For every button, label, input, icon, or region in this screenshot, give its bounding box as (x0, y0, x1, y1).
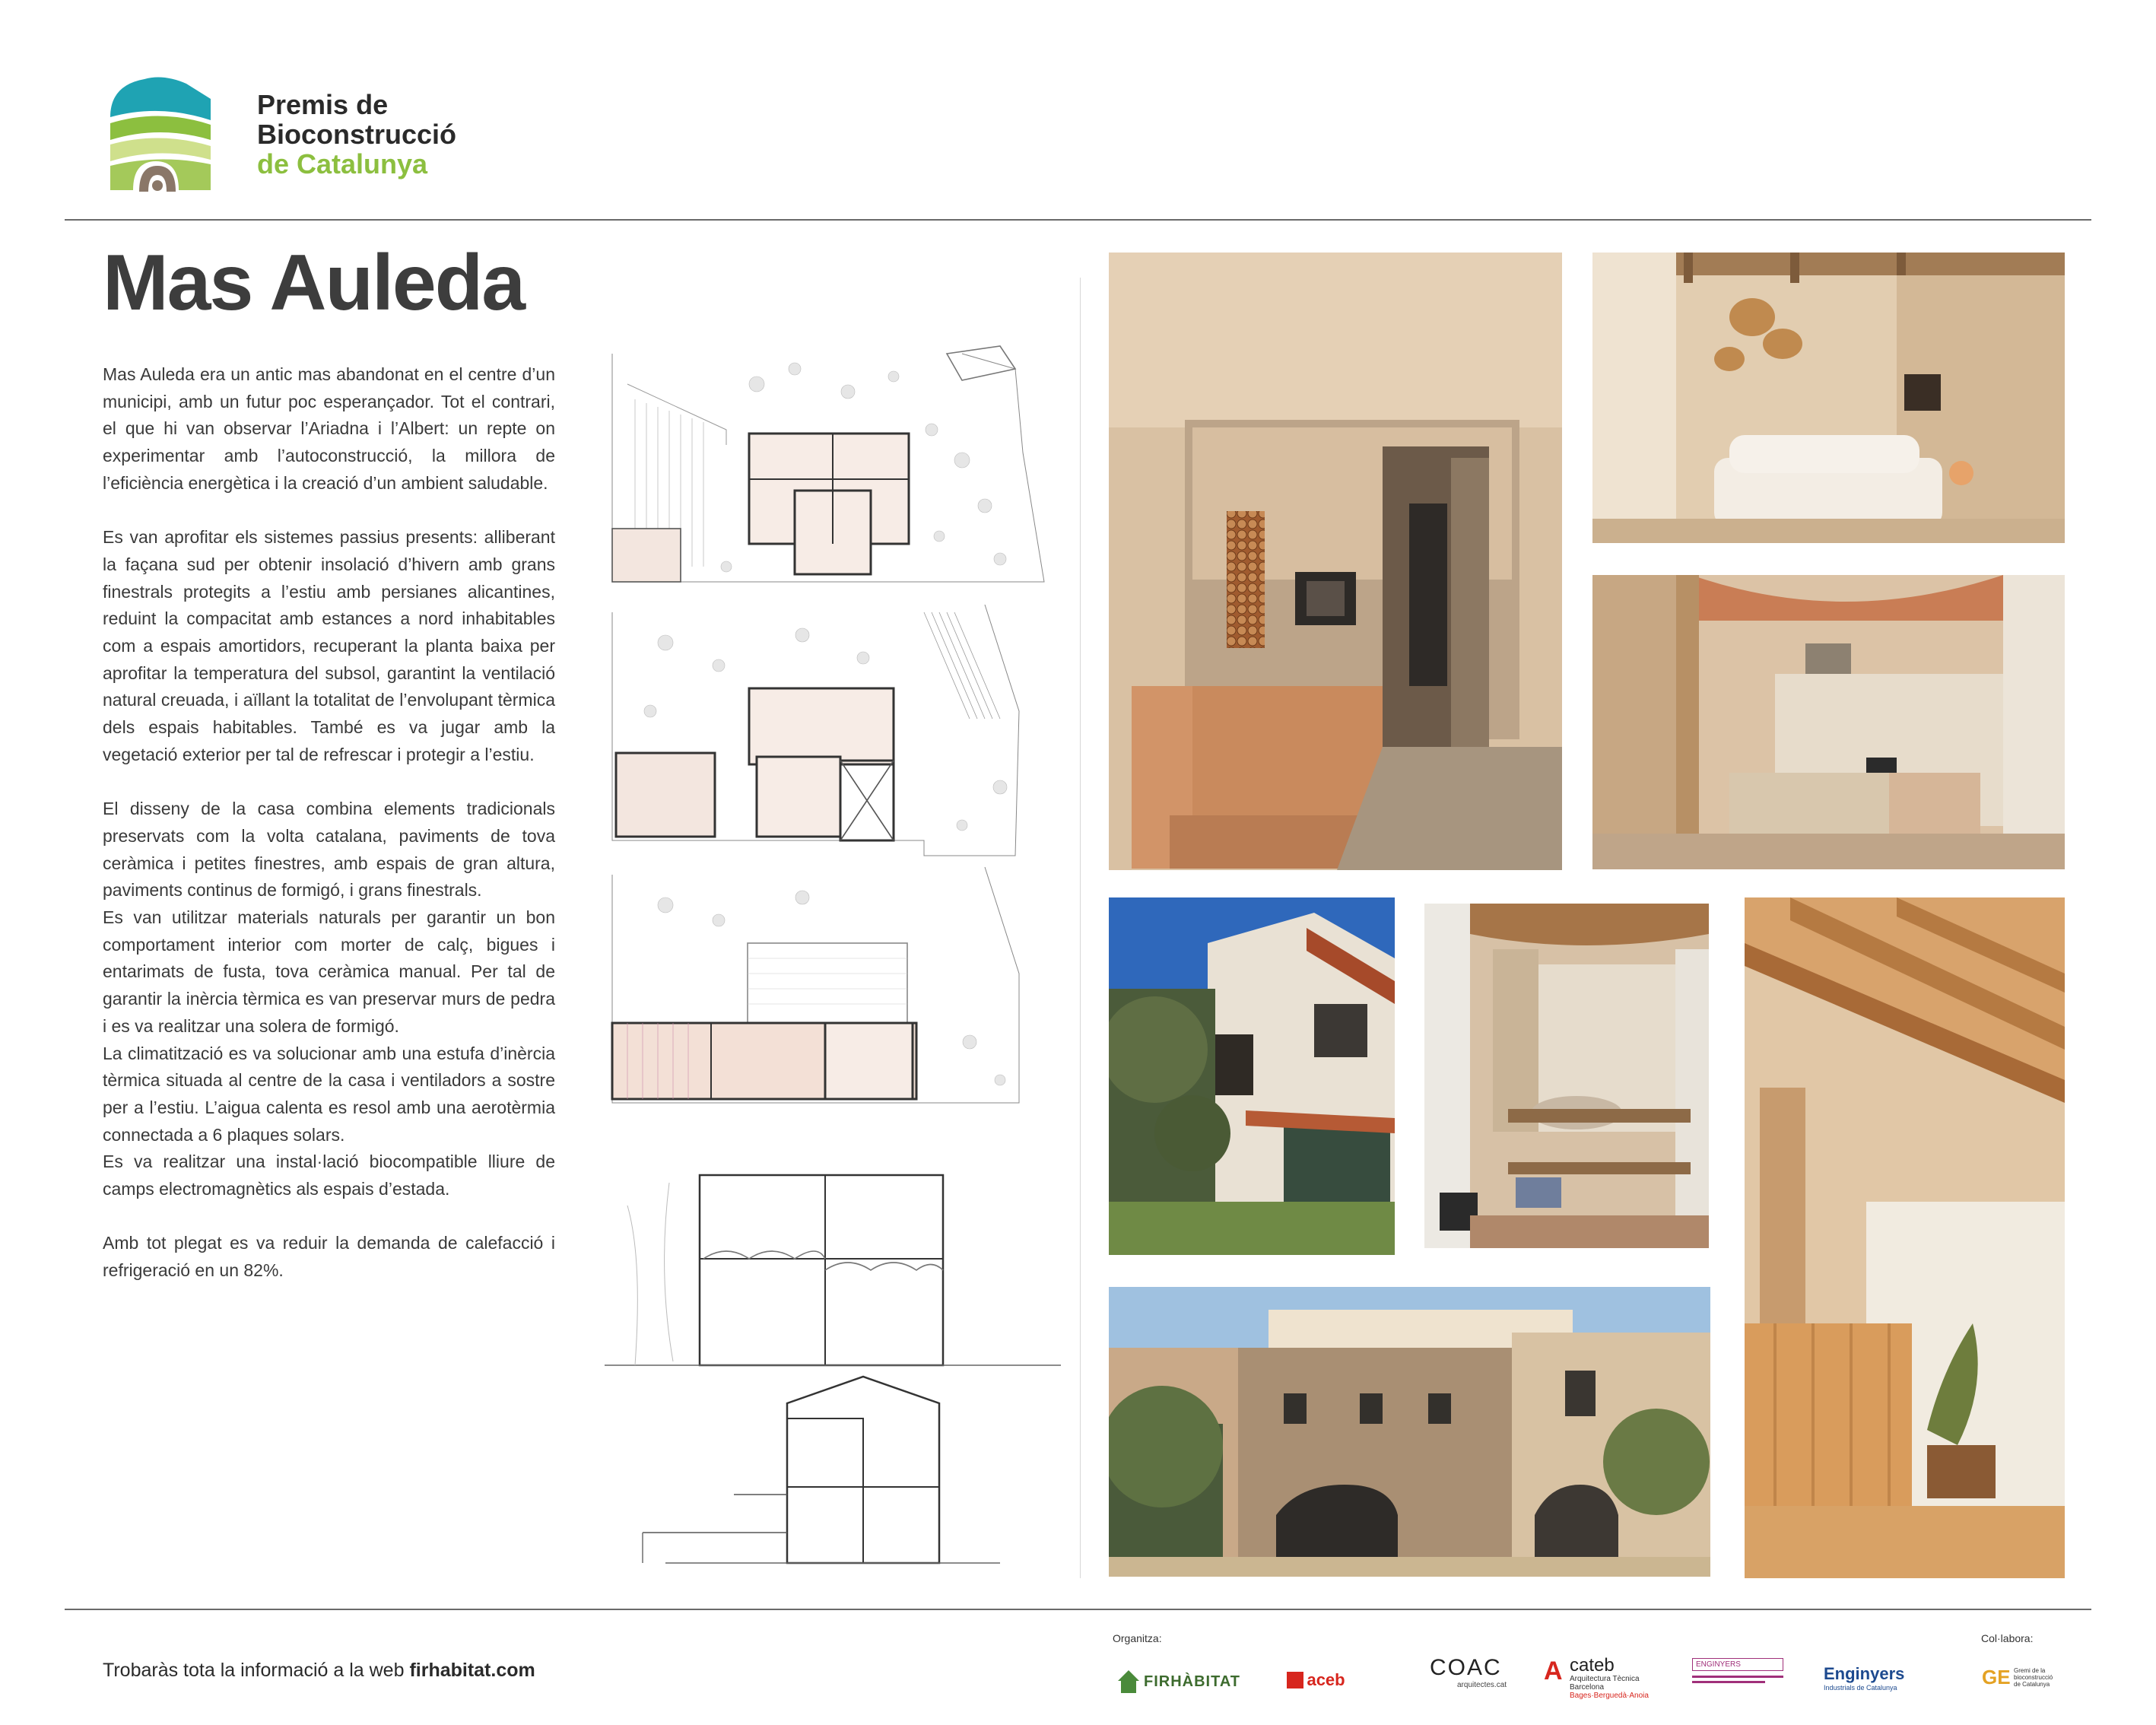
building-section-2 (643, 1377, 1000, 1563)
photo-kitchen (1592, 575, 2065, 869)
aceb-mark (1287, 1672, 1303, 1688)
page-title: Mas Auleda (103, 239, 525, 327)
sponsor-enginyers-label: ENGINYERS (1692, 1658, 1783, 1671)
sponsor-aceb-label: aceb (1307, 1670, 1345, 1689)
sponsor-coac (1430, 1655, 1507, 1689)
sponsor-gremi-label: GE (1982, 1666, 2011, 1688)
photo-interior-stove (1109, 253, 1562, 870)
photo-attic (1745, 897, 2065, 1578)
photo-living-room (1592, 253, 2065, 543)
paragraph-7: Amb tot plegat es va reduir la demanda de calefacció i refrigeració en un 82%. (103, 1233, 555, 1281)
paragraph-3: El disseny de la casa combina elements tradicionals preservats com la volta catalana, paviments de tova ceràmica i petites finestres, amb espais de gran altura, paviments continus de formigó, i grans finestrals. (103, 799, 555, 901)
brand-logo (103, 70, 217, 195)
sponsor-gremi (1982, 1666, 2059, 1689)
sponsor-enginyers-ind (1824, 1664, 1904, 1692)
paragraph-5: La climatització es va solucionar amb una estufa d’inèrcia tèrmica situada al centre de la casa i ventiladors a sostre per a l’estiu. L’aigua calenta es resol amb una aerotèrmia connectada a 6 plaques solars. (103, 1043, 555, 1145)
project-description (103, 361, 555, 1312)
sponsor-coac-sub: arquitectes.cat (1457, 1681, 1507, 1689)
sponsor-cateb (1544, 1657, 1649, 1700)
sponsor-enginyers-ind-label: Enginyers (1824, 1664, 1905, 1683)
sponsor-enginyers-col (1692, 1658, 1783, 1696)
paragraph-4: Es van utilitzar materials naturals per garantir un bon comportament interior com morter de calç, bigues i entarimats de fusta, tova ceràmica manual. Per tal de garantir la inèrcia tèrmica es van preservar murs de pedra i es va realitzar una solera de formigó. (103, 907, 555, 1036)
collabora-label: Col·labora: (1981, 1632, 2034, 1644)
floor-plan-upper (612, 346, 1044, 582)
brand-line-2: Bioconstrucció (257, 119, 457, 150)
sponsor-firhabitat (1116, 1666, 1249, 1696)
building-section-1 (605, 1175, 1061, 1365)
floor-plan-ground (612, 867, 1019, 1103)
cateb-sub-1: Arquitectura Tècnica (1570, 1675, 1640, 1683)
photo-bathroom (1424, 904, 1709, 1248)
gremi-sub: Gremi de la bioconstrucció de Catalunya (2014, 1667, 2053, 1688)
column-divider (1080, 278, 1081, 1578)
brand-name (257, 90, 456, 179)
photo-facade-side (1109, 897, 1395, 1255)
header-rule (65, 219, 2091, 221)
paragraph-1: Mas Auleda era un antic mas abandonat en el centre d’un municipi, amb un futur poc esperançador. Tot el contrari, el que hi van observar l’Ariadna i l’Albert: un repte on experimentar amb l’autoconstrucció, la millora de l’eficiència energètica i la creació d’un ambient saludable. (103, 364, 555, 493)
architectural-drawings (605, 338, 1061, 1574)
photo-facade-main (1109, 1287, 1710, 1577)
paragraph-6: Es va realitzar una instal·lació biocompatible lliure de camps electromagnètics als espais d’estada. (103, 1152, 555, 1199)
organiza-label: Organitza: (1113, 1632, 1162, 1644)
brand-line-1: Premis de (257, 89, 389, 120)
footer-rule (65, 1609, 2091, 1610)
footer-link[interactable]: firhabitat.com (409, 1660, 535, 1681)
enginyers-ind-sub: Industrials de Catalunya (1824, 1684, 1897, 1692)
cateb-sub-2: Barcelona (1570, 1683, 1605, 1692)
footer-info (103, 1660, 535, 1682)
floor-plan-middle (612, 605, 1019, 856)
cateb-mark: A (1544, 1657, 1563, 1685)
paragraph-2: Es van aprofitar els sistemes passius presents: alliberant la façana sud per obtenir insolació d’hivern amb grans finestrals protegits a l’estiu amb persianes alicantines, reduint la compacitat amb estances a nord inhabitables com a espais amortidors, recuperant la planta baixa per aprofitar la temperatura del subsol, garantint la ventilació natural creuada, i aïllant la totalitat de l’envolupant tèrmica dels espais habitables. També es va jugar amb la vegetació exterior per tal de refrescar i protegir a l’estiu. (103, 527, 555, 764)
footer-info-text: Trobaràs tota la informació a la web (103, 1660, 410, 1681)
sponsor-coac-label: COAC (1430, 1655, 1502, 1680)
sponsor-firhabitat-label: FIRHÀBITAT (1144, 1673, 1241, 1690)
brand-line-3: de Catalunya (257, 148, 428, 179)
cateb-sub-3: Bages·Berguedà·Anoia (1570, 1692, 1649, 1700)
sponsor-cateb-label: cateb (1570, 1655, 1615, 1676)
sponsor-aceb (1287, 1670, 1345, 1690)
